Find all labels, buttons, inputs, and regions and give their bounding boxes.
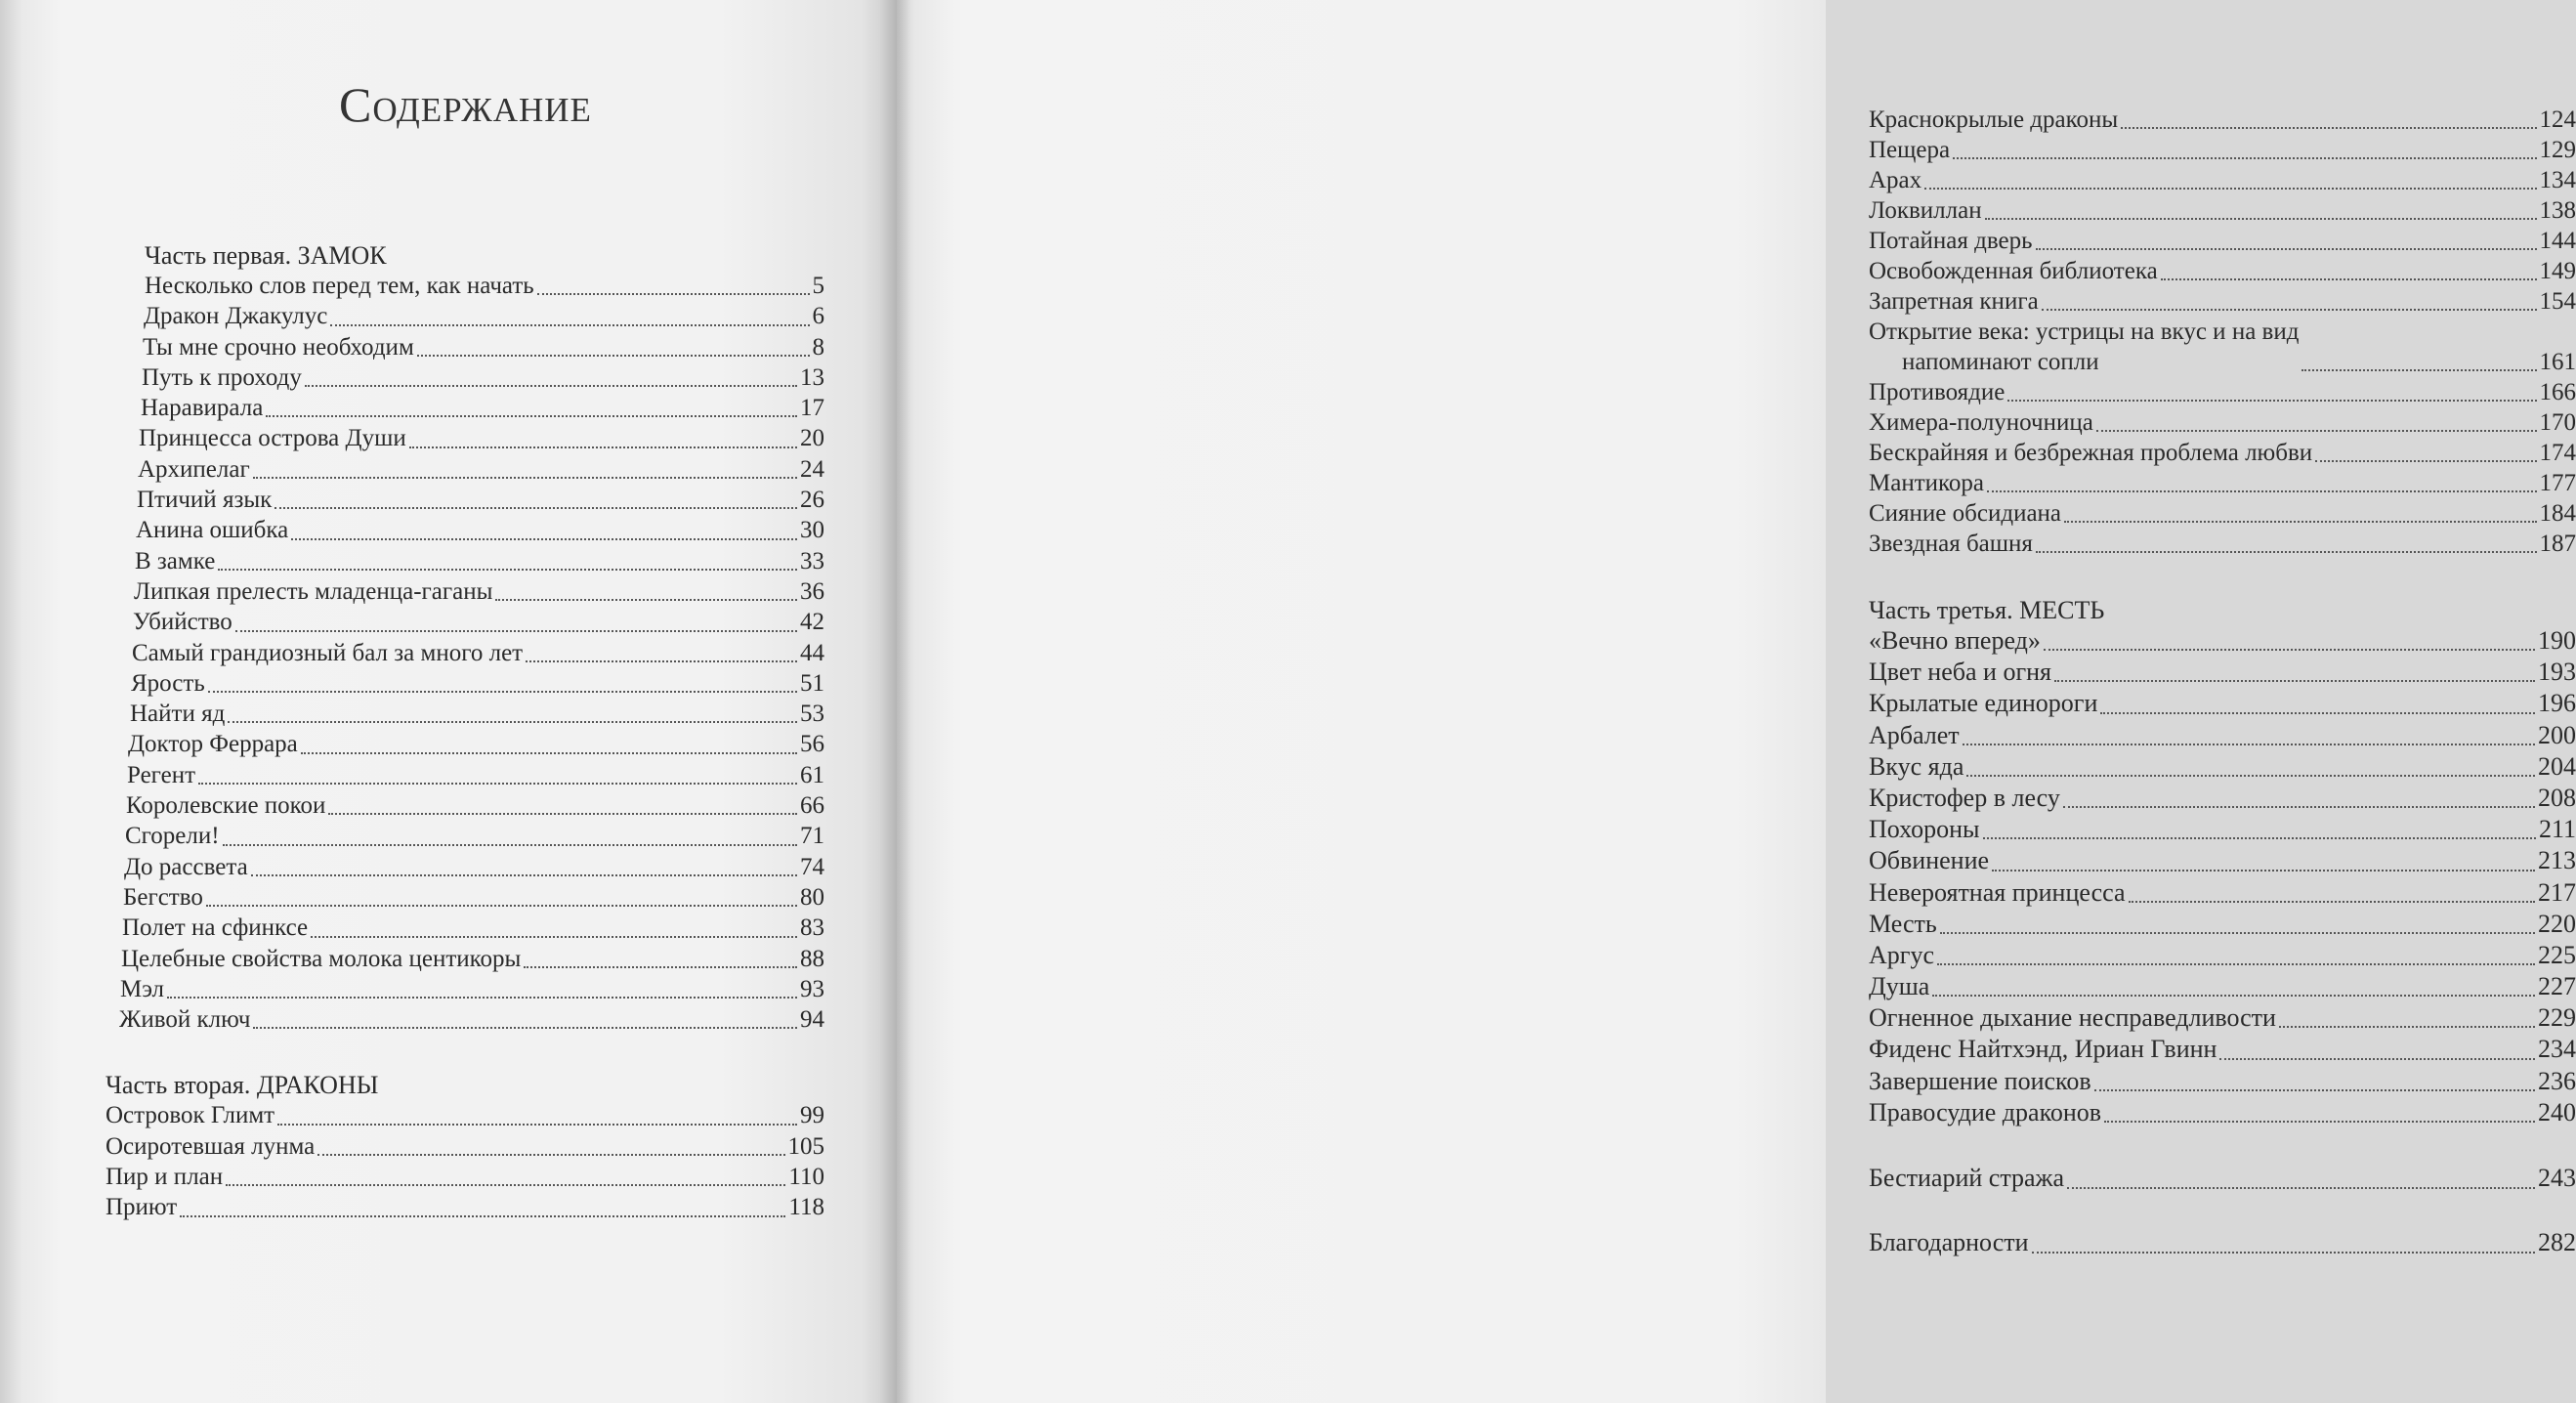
dot-leader bbox=[253, 1027, 797, 1029]
toc-entry bbox=[1869, 256, 2576, 286]
toc-entry-page: 211 bbox=[2538, 815, 2576, 844]
toc-entry-title: Архипелаг bbox=[138, 455, 250, 483]
book-gutter bbox=[879, 0, 914, 1403]
dot-leader bbox=[301, 752, 797, 754]
toc-entry-page: 236 bbox=[2538, 1066, 2576, 1095]
toc-entry bbox=[136, 515, 824, 545]
dot-leader bbox=[198, 783, 797, 785]
dot-leader bbox=[206, 905, 797, 907]
dot-leader bbox=[1987, 490, 2537, 492]
dot-leader bbox=[1992, 870, 2535, 872]
toc-entry bbox=[106, 1162, 824, 1192]
dot-leader bbox=[524, 966, 797, 968]
dot-leader bbox=[495, 599, 797, 601]
toc-entry-page: 243 bbox=[2538, 1164, 2576, 1192]
dot-leader bbox=[2161, 278, 2537, 280]
toc-entry bbox=[1869, 226, 2576, 256]
toc-entry-page: 6 bbox=[812, 303, 824, 330]
toc-entry bbox=[1869, 688, 2576, 719]
toc-entry-title: Самый грандиозный бал за много лет bbox=[132, 639, 524, 666]
dot-leader bbox=[2315, 460, 2536, 462]
toc-entry-title: Краснокрылые драконы bbox=[1869, 106, 2119, 133]
toc-entry-title: Найти яд bbox=[130, 701, 226, 728]
toc-entry bbox=[123, 882, 824, 913]
toc-entry bbox=[1869, 1097, 2576, 1128]
toc-entry-title: Островок Глимт bbox=[106, 1102, 275, 1129]
toc-entry-page: 99 bbox=[800, 1102, 824, 1129]
toc-entry-title: Огненное дыхание несправедливости bbox=[1869, 1003, 2276, 1033]
spacer bbox=[106, 1035, 824, 1070]
toc-entry-title: Вкус яда bbox=[1869, 751, 1964, 781]
dot-leader bbox=[2094, 1089, 2535, 1091]
dot-leader bbox=[2054, 680, 2535, 682]
toc-entry bbox=[1869, 1002, 2576, 1034]
dot-leader bbox=[226, 1184, 785, 1186]
toc-entry bbox=[125, 821, 824, 851]
dot-leader bbox=[208, 691, 797, 693]
toc-entry-page: 5 bbox=[812, 273, 824, 299]
toc-entry bbox=[132, 638, 824, 668]
toc-entry bbox=[122, 913, 824, 943]
toc-entry-page: 134 bbox=[2539, 167, 2576, 193]
toc-entry bbox=[1869, 135, 2576, 165]
toc-entry bbox=[145, 271, 824, 301]
dot-leader bbox=[251, 874, 797, 876]
toc-entry-page: 44 bbox=[800, 639, 824, 666]
toc-entry-title: Аргус bbox=[1869, 940, 1934, 969]
toc-entry bbox=[1869, 165, 2576, 195]
toc-entry-page: 71 bbox=[800, 823, 824, 850]
toc-entry bbox=[106, 1100, 824, 1130]
toc-entry-title: До рассвета bbox=[124, 853, 248, 880]
toc-entry bbox=[106, 1131, 824, 1162]
toc-entry-page: 204 bbox=[2538, 751, 2576, 781]
dot-leader bbox=[1966, 775, 2535, 777]
toc-entry-page: 184 bbox=[2539, 500, 2576, 527]
toc-entry-title: Звездная башня bbox=[1869, 531, 2033, 557]
toc-entry-title: Благодарности bbox=[1869, 1228, 2029, 1256]
toc-entry-title-line: напоминают сопли bbox=[1902, 349, 2099, 375]
toc-entry bbox=[119, 1004, 824, 1035]
toc-entry-page: 61 bbox=[800, 761, 824, 788]
toc-entry-page: 93 bbox=[800, 975, 824, 1002]
toc-entry-page: 42 bbox=[800, 609, 824, 636]
spacer bbox=[1869, 559, 2576, 595]
dot-leader bbox=[167, 997, 797, 999]
toc-entry-title: Сгорели! bbox=[125, 823, 220, 850]
toc-entry-title: Анина ошибка bbox=[136, 517, 289, 544]
toc-entry-title: «Вечно вперед» bbox=[1869, 626, 2041, 655]
toc-entry-page: 177 bbox=[2539, 470, 2576, 496]
toc-entry-page: 154 bbox=[2539, 288, 2576, 315]
toc-entry bbox=[1869, 971, 2576, 1002]
dot-leader bbox=[2036, 248, 2537, 250]
part3-section bbox=[1869, 595, 2576, 1128]
toc-entry-page: 33 bbox=[800, 547, 824, 574]
toc-entry-title: В замке bbox=[135, 547, 216, 574]
toc-entry-page: 17 bbox=[800, 395, 824, 422]
toc-entry-title: Путь к проходу bbox=[142, 363, 302, 391]
toc-entry-title: Противоядие bbox=[1869, 379, 2006, 405]
toc-entry bbox=[126, 790, 824, 821]
toc-entry bbox=[1869, 498, 2576, 529]
toc-entry-title: Дракон Джакулус bbox=[144, 303, 328, 330]
toc-entry-page: 166 bbox=[2539, 379, 2576, 405]
toc-entry-title: Полет на сфинксе bbox=[122, 914, 309, 942]
toc-entry-page: 53 bbox=[800, 701, 824, 728]
dot-leader bbox=[180, 1215, 785, 1217]
dot-leader bbox=[2219, 1058, 2535, 1060]
toc-entry-page: 190 bbox=[2538, 626, 2576, 655]
toc-entry-page: 8 bbox=[812, 333, 824, 361]
toc-entry bbox=[131, 668, 824, 699]
dot-leader bbox=[409, 446, 797, 448]
toc-right-column bbox=[1869, 105, 2576, 1259]
dot-leader bbox=[2063, 806, 2535, 808]
toc-entry-page: 193 bbox=[2538, 658, 2576, 687]
dot-leader bbox=[2279, 1026, 2535, 1028]
toc-entry bbox=[127, 760, 824, 790]
dot-leader bbox=[2007, 400, 2536, 402]
left-page bbox=[0, 0, 897, 1403]
dot-leader bbox=[2064, 521, 2536, 523]
spacer bbox=[1869, 1195, 2576, 1226]
dot-leader bbox=[291, 538, 797, 540]
toc-entry bbox=[138, 454, 824, 485]
dot-leader bbox=[1937, 963, 2535, 965]
toc-entry-page: 200 bbox=[2538, 720, 2576, 749]
dot-leader bbox=[328, 813, 797, 815]
dot-leader bbox=[2067, 1187, 2535, 1189]
toc-entry-title: Королевские покои bbox=[126, 792, 326, 820]
toc-entry bbox=[141, 393, 824, 423]
dot-leader bbox=[274, 507, 797, 509]
toc-entry-title: Липкая прелесть младенца-гаганы bbox=[134, 577, 493, 605]
dot-leader bbox=[1924, 188, 2536, 190]
toc-entry-title: Мэл bbox=[120, 975, 164, 1002]
toc-entry bbox=[1869, 407, 2576, 438]
toc-entry-title: Регент bbox=[127, 761, 195, 788]
toc-entry-page: 227 bbox=[2538, 972, 2576, 1001]
toc-entry-page: 105 bbox=[787, 1132, 824, 1160]
toc-entry-page: 170 bbox=[2539, 409, 2576, 436]
toc-entry bbox=[1869, 877, 2576, 909]
toc-entry-page: 282 bbox=[2538, 1228, 2576, 1256]
toc-entry-acknowledgments bbox=[1869, 1226, 2576, 1259]
toc-entry-title: Птичий язык bbox=[137, 487, 273, 514]
toc-entry-title: Фиденс Найтхэнд, Ириан Гвинн bbox=[1869, 1035, 2217, 1064]
page-title: Содержание bbox=[339, 77, 592, 132]
dot-leader bbox=[266, 415, 797, 417]
dot-leader bbox=[228, 721, 797, 723]
toc-entry-page: 56 bbox=[800, 731, 824, 758]
part-heading: Часть третья. МЕСТЬ bbox=[1869, 596, 2105, 624]
dot-leader bbox=[1932, 995, 2535, 997]
toc-entry-title: Химера-полуночница bbox=[1869, 409, 2093, 436]
toc-entry-page: 196 bbox=[2538, 689, 2576, 718]
toc-entry-title: Душа bbox=[1869, 972, 1930, 1001]
toc-entry-page: 149 bbox=[2539, 258, 2576, 284]
dot-leader bbox=[526, 660, 797, 662]
dot-leader bbox=[2032, 1252, 2535, 1254]
part2-continued-entries-b bbox=[1869, 377, 2576, 559]
toc-entry bbox=[1869, 468, 2576, 498]
toc-entry-page: 174 bbox=[2539, 440, 2576, 466]
toc-entry-title: Арбалет bbox=[1869, 720, 1960, 749]
toc-entry-page: 240 bbox=[2538, 1097, 2576, 1127]
toc-entry-title: Запретная книга bbox=[1869, 288, 2039, 315]
toc-entry-page: 36 bbox=[800, 577, 824, 605]
toc-entry-page: 118 bbox=[788, 1194, 824, 1221]
toc-entry-title: Крылатые единороги bbox=[1869, 689, 2098, 718]
toc-entry-page: 213 bbox=[2538, 846, 2576, 875]
toc-entry bbox=[1869, 783, 2576, 814]
toc-entry-title: Кристофер в лесу bbox=[1869, 783, 2060, 812]
toc-entry-page: 51 bbox=[800, 669, 824, 697]
toc-entry bbox=[1869, 909, 2576, 940]
toc-entry-title: Локвиллан bbox=[1869, 197, 1982, 224]
toc-entry bbox=[1869, 720, 2576, 751]
toc-entry bbox=[1869, 195, 2576, 226]
toc-entry bbox=[130, 699, 824, 729]
right-page bbox=[897, 0, 2576, 1403]
dot-leader bbox=[305, 385, 797, 387]
toc-entry-title-line: Открытие века: устрицы на вкус и на вид bbox=[1869, 319, 2300, 345]
toc-entry bbox=[1869, 1034, 2576, 1065]
toc-entry-page: 225 bbox=[2538, 940, 2576, 969]
dot-leader bbox=[223, 844, 797, 846]
toc-entry-page: 88 bbox=[800, 945, 824, 972]
toc-entry-page: 217 bbox=[2538, 877, 2576, 907]
dot-leader bbox=[277, 1124, 797, 1126]
toc-entry-title: Наравирала bbox=[141, 395, 264, 422]
toc-entry-page: 80 bbox=[800, 883, 824, 911]
toc-entry-page: 66 bbox=[800, 792, 824, 820]
spacer bbox=[1869, 1128, 2576, 1162]
toc-entry bbox=[1869, 751, 2576, 783]
dot-leader bbox=[2104, 1121, 2535, 1123]
toc-entry-page: 220 bbox=[2538, 909, 2576, 938]
toc-entry-title: Убийство bbox=[133, 609, 232, 636]
part2-continued-entries bbox=[1869, 105, 2576, 317]
toc-entry-page: 110 bbox=[788, 1164, 824, 1191]
toc-left-column bbox=[106, 240, 824, 1223]
toc-entry bbox=[133, 607, 824, 637]
toc-entry-title: Осиротевшая лунма bbox=[106, 1132, 316, 1160]
toc-entry-page: 138 bbox=[2539, 197, 2576, 224]
toc-entry bbox=[142, 362, 824, 393]
dot-leader bbox=[330, 324, 809, 326]
toc-entry-page: 20 bbox=[800, 425, 824, 452]
toc-entry-title bbox=[1869, 317, 2299, 377]
toc-entry-page: 129 bbox=[2539, 137, 2576, 163]
toc-entry-page: 30 bbox=[800, 517, 824, 544]
dot-leader bbox=[311, 936, 797, 938]
toc-entry-page: 187 bbox=[2539, 531, 2576, 557]
dot-leader bbox=[2044, 649, 2535, 651]
dot-leader bbox=[2096, 430, 2537, 432]
toc-entry-title: Завершение поисков bbox=[1869, 1066, 2091, 1095]
toc-entry-page: 161 bbox=[2539, 349, 2576, 375]
toc-entry-title: Похороны bbox=[1869, 815, 1980, 844]
toc-entry bbox=[1869, 1066, 2576, 1097]
toc-entry-title: Цвет неба и огня bbox=[1869, 658, 2051, 687]
toc-entry bbox=[137, 485, 824, 515]
toc-entry bbox=[1869, 438, 2576, 468]
toc-entry-title: Арах bbox=[1869, 167, 1922, 193]
toc-entry-title: Сияние обсидиана bbox=[1869, 500, 2062, 527]
toc-entry bbox=[1869, 940, 2576, 971]
toc-entry bbox=[120, 974, 824, 1004]
toc-entry-title: Несколько слов перед тем, как начать bbox=[145, 273, 534, 299]
dot-leader bbox=[1940, 932, 2535, 934]
toc-entry-page: 229 bbox=[2538, 1003, 2576, 1033]
toc-entry bbox=[1869, 657, 2576, 688]
dot-leader bbox=[1985, 218, 2537, 220]
toc-entry bbox=[1869, 286, 2576, 317]
toc-entry-title: Бескрайняя и безбрежная проблема любви bbox=[1869, 440, 2313, 466]
toc-entry-title: Пещера bbox=[1869, 137, 1951, 163]
dot-leader bbox=[1983, 837, 2536, 839]
toc-entry bbox=[106, 1192, 824, 1222]
toc-entry-title: Принцесса острова Души bbox=[139, 425, 406, 452]
toc-entry-title: Пир и план bbox=[106, 1164, 224, 1191]
toc-entry bbox=[1869, 814, 2576, 845]
dot-leader bbox=[2129, 901, 2535, 903]
toc-entry-page: 208 bbox=[2538, 783, 2576, 812]
toc-entry bbox=[144, 301, 824, 331]
toc-entry-title: Освобожденная библиотека bbox=[1869, 258, 2158, 284]
toc-entry bbox=[139, 423, 824, 453]
toc-entry-title: Месть bbox=[1869, 909, 1937, 938]
toc-entry-title: Живой ключ bbox=[119, 1006, 251, 1034]
toc-entry-bestiary bbox=[1869, 1162, 2576, 1195]
toc-entry-title: Обвинение bbox=[1869, 846, 1990, 875]
toc-entry bbox=[1869, 845, 2576, 876]
toc-entry-title: Ярость bbox=[131, 669, 205, 697]
toc-entry bbox=[128, 729, 824, 759]
toc-entry-title: Приют bbox=[106, 1194, 178, 1221]
toc-entry-title: Ты мне срочно необходим bbox=[143, 333, 414, 361]
toc-entry-title: Бестиарий стража bbox=[1869, 1164, 2065, 1192]
toc-entry bbox=[124, 852, 824, 882]
toc-entry-title: Бегство bbox=[123, 883, 203, 911]
toc-entry bbox=[134, 576, 824, 607]
dot-leader bbox=[2042, 309, 2537, 311]
part-heading: Часть вторая. ДРАКОНЫ bbox=[106, 1071, 379, 1100]
dot-leader bbox=[417, 355, 810, 357]
dot-leader bbox=[2100, 712, 2535, 714]
toc-entry bbox=[1869, 105, 2576, 135]
part3-entries bbox=[1869, 625, 2576, 1128]
toc-entry-page: 83 bbox=[800, 914, 824, 942]
toc-entry-page: 13 bbox=[800, 363, 824, 391]
dot-leader bbox=[2036, 551, 2537, 553]
toc-entry bbox=[1869, 529, 2576, 559]
toc-entry bbox=[135, 546, 824, 576]
toc-entry-title: Потайная дверь bbox=[1869, 228, 2033, 254]
part-heading: Часть первая. ЗАМОК bbox=[145, 241, 387, 270]
dot-leader bbox=[317, 1154, 784, 1156]
toc-entry-page: 26 bbox=[800, 487, 824, 514]
dot-leader bbox=[1963, 744, 2535, 745]
dot-leader bbox=[218, 569, 797, 571]
toc-entry-title: Доктор Феррара bbox=[128, 731, 298, 758]
dot-leader bbox=[2121, 127, 2536, 129]
toc-entry bbox=[1869, 625, 2576, 657]
dot-leader bbox=[1953, 157, 2536, 159]
toc-entry-title: Невероятная принцесса bbox=[1869, 877, 2126, 907]
toc-entry bbox=[121, 944, 824, 974]
toc-entry-page: 144 bbox=[2539, 228, 2576, 254]
toc-entry-title: Целебные свойства молока центикоры bbox=[121, 945, 522, 972]
toc-entry-page: 24 bbox=[800, 455, 824, 483]
toc-entry bbox=[1869, 377, 2576, 407]
toc-entry-title: Правосудие драконов bbox=[1869, 1097, 2102, 1127]
dot-leader bbox=[537, 293, 810, 295]
part1-entries bbox=[106, 271, 824, 1035]
dot-leader bbox=[253, 477, 797, 479]
toc-entry bbox=[143, 332, 824, 362]
toc-entry-page: 124 bbox=[2539, 106, 2576, 133]
dot-leader bbox=[2302, 369, 2536, 371]
toc-entry-title: Мантикора bbox=[1869, 470, 1984, 496]
dot-leader bbox=[235, 630, 797, 632]
toc-entry-page: 94 bbox=[800, 1006, 824, 1034]
part2-entries bbox=[106, 1100, 824, 1222]
toc-entry-page: 74 bbox=[800, 853, 824, 880]
toc-entry-page: 234 bbox=[2538, 1035, 2576, 1064]
toc-entry bbox=[1869, 317, 2576, 377]
